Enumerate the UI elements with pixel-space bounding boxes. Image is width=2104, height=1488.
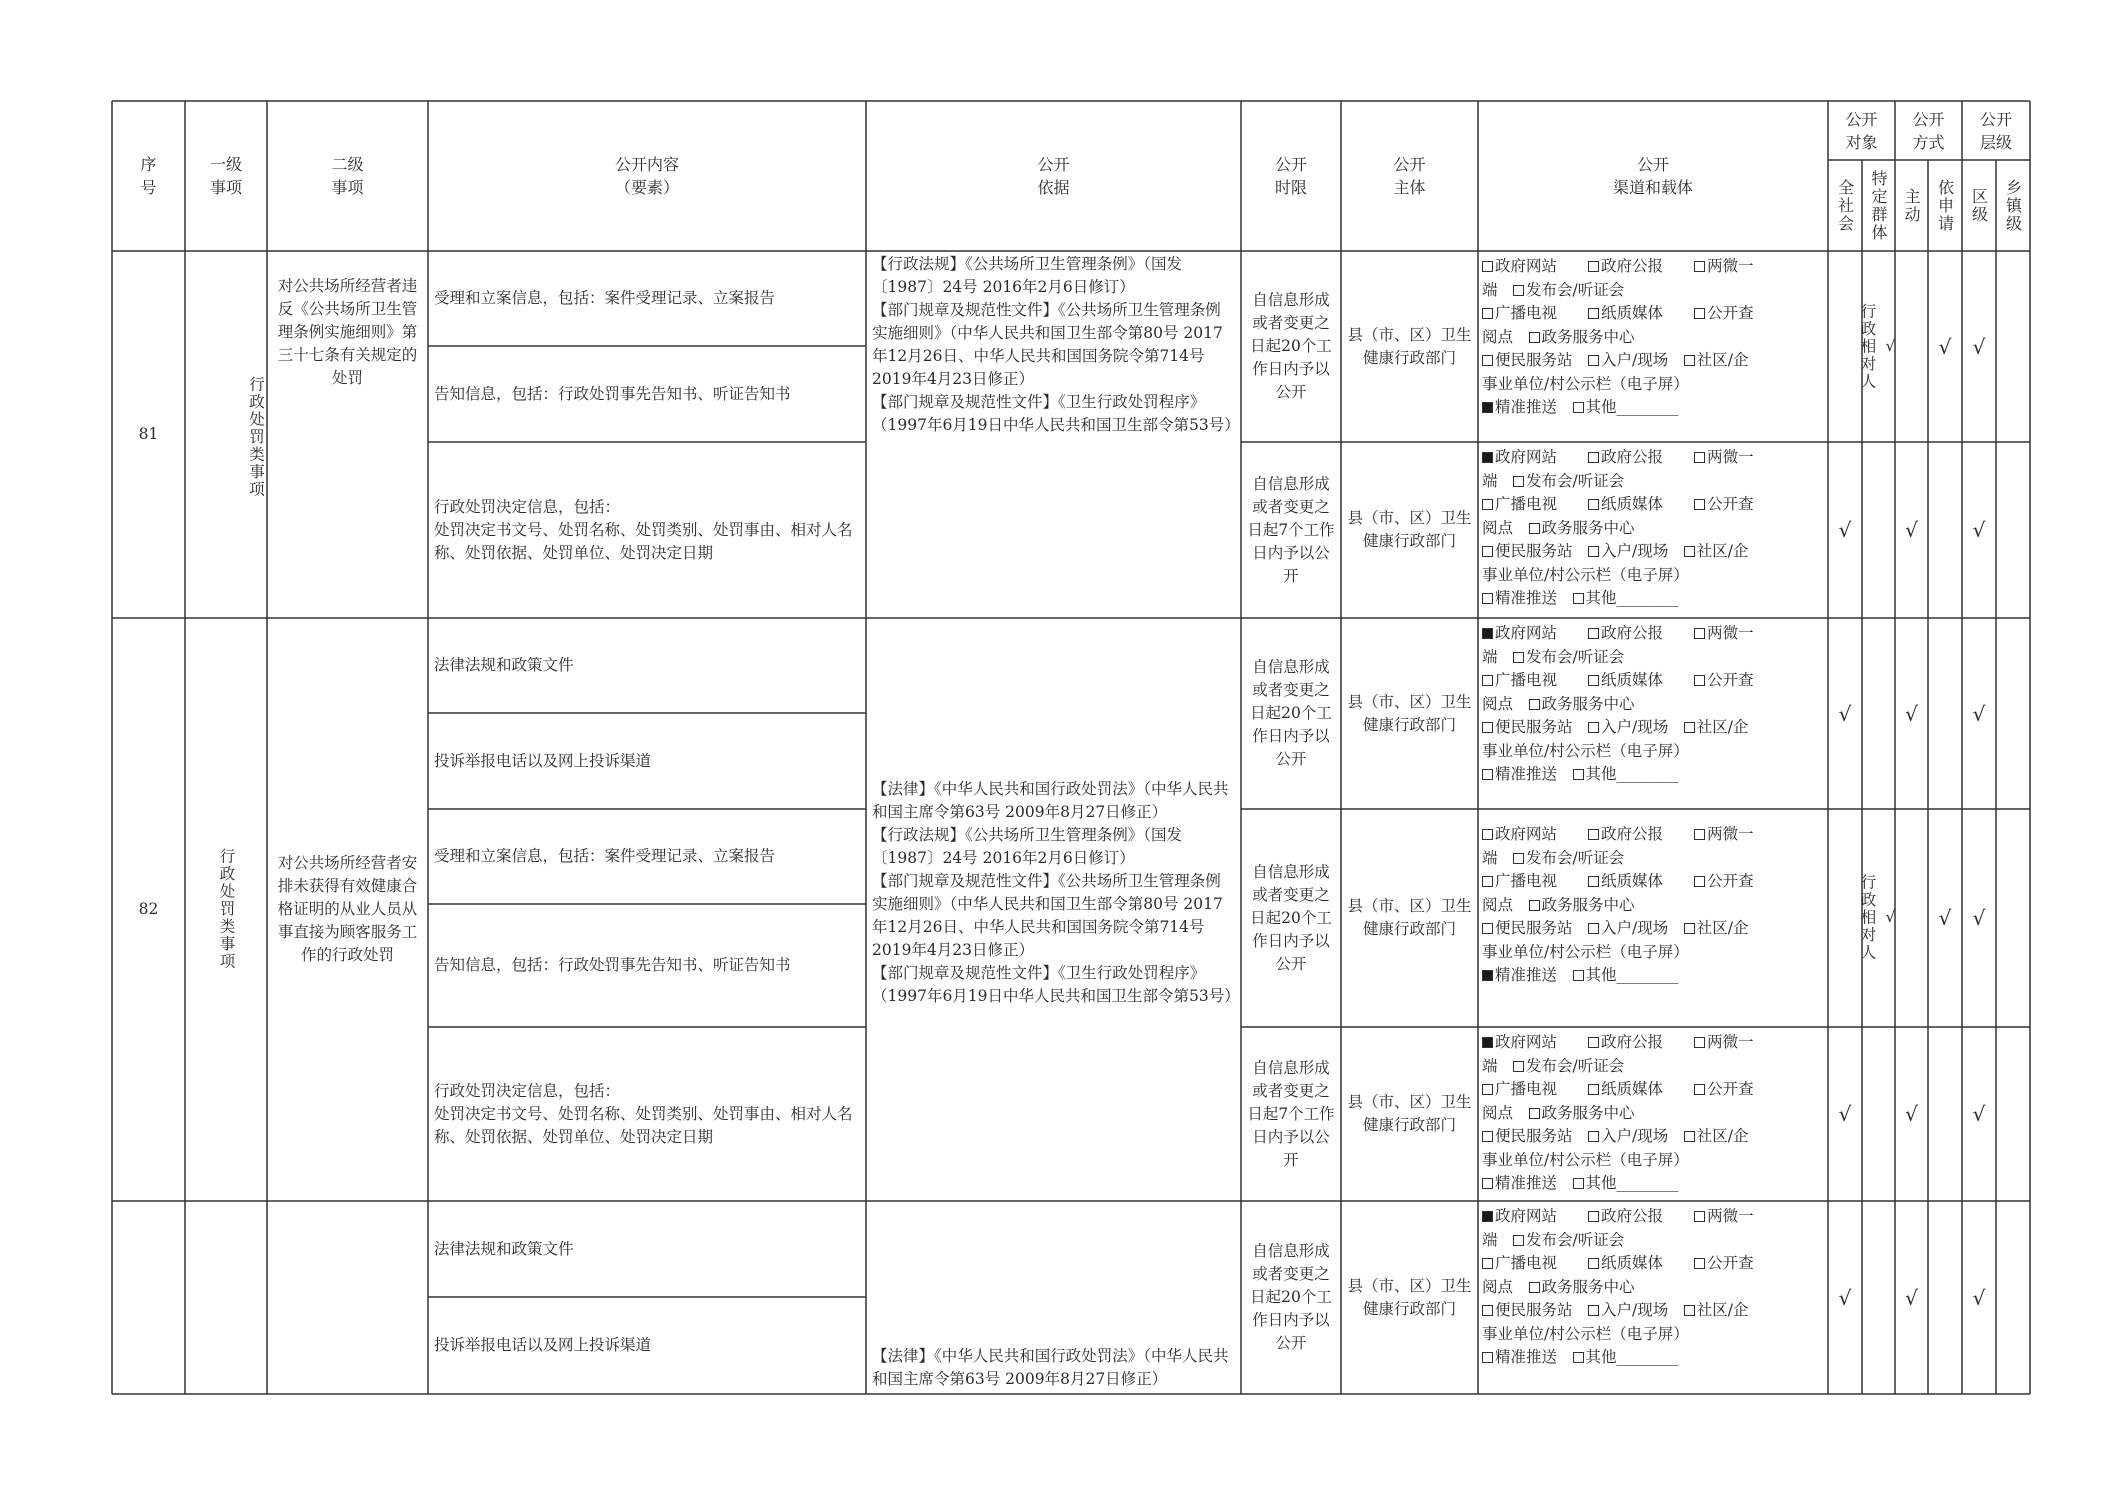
channel-option-label: 政务服务中心 — [1541, 1103, 1635, 1122]
header-time: 公开 时限 — [1274, 155, 1307, 197]
channel-option-label: 两微一 — [1707, 624, 1754, 642]
row82-level1: 行政处罚类事项 — [217, 848, 236, 971]
checked-box-icon — [1482, 628, 1493, 639]
channel-option-label: 精准推送 — [1495, 398, 1558, 416]
row83-subject: 县（市、区）卫生健康行政部门 — [1347, 1276, 1472, 1318]
row81-channel-a — [1478, 251, 1828, 442]
unchecked-box-icon — [1588, 1037, 1599, 1048]
unchecked-box-icon — [1529, 699, 1540, 710]
channel-option-label: 事业单位/村公示栏（电子屏） — [1482, 942, 1689, 961]
row81-subject-b: 县（市、区）卫生健康行政部门 — [1347, 509, 1472, 550]
channel-option-label: 政府网站 — [1495, 1207, 1558, 1225]
row83-time: 自信息形成或者变更之日起20个工作日内予以公开 — [1250, 1242, 1332, 1352]
row81-content-decision: 行政处罚决定信息，包括： 处罚决定书文号、处罚名称、处罚类别、处罚事由、相对人名称、处罚依据、处罚单位、处罚决定日期 — [434, 497, 853, 562]
unchecked-box-icon — [1573, 593, 1584, 604]
channel-option-label: 纸质媒体 — [1601, 872, 1664, 890]
row82-time-b: 自信息形成或者变更之日起20个工作日内予以公开 — [1250, 862, 1332, 973]
unchecked-box-icon — [1588, 829, 1599, 840]
unchecked-box-icon — [1588, 308, 1599, 319]
row81-specific-group-mark: √ 行政相对人 — [1858, 302, 1900, 391]
header-channel: 公开 渠道和载体 — [1612, 155, 1693, 197]
row82-on-request-check: √ — [1938, 906, 1952, 930]
unchecked-box-icon — [1588, 1305, 1599, 1316]
channel-option-label: 发布会/听证会 — [1526, 280, 1625, 299]
channel-option-label: 精准推送 — [1495, 589, 1558, 607]
channel-option-label: 精准推送 — [1495, 1174, 1558, 1192]
channel-option-label: 发布会/听证会 — [1526, 1056, 1625, 1075]
row82-content-laws: 法律法规和政策文件 — [434, 656, 574, 674]
row83-all-society-check: √ — [1838, 1285, 1852, 1310]
row82-time-c: 自信息形成或者变更之日起7个工作日内予以公开 — [1247, 1058, 1335, 1169]
unchecked-box-icon — [1482, 1305, 1493, 1316]
unchecked-box-icon — [1588, 923, 1599, 934]
row83-content-complaint: 投诉举报电话以及网上投诉渠道 — [434, 1336, 652, 1354]
row81-content-notice: 告知信息，包括：行政处罚事先告知书、听证告知书 — [434, 384, 791, 403]
channel-option-label: 政府网站 — [1495, 624, 1558, 642]
channel-option-label: 精准推送 — [1495, 966, 1558, 984]
unchecked-box-icon — [1513, 853, 1524, 864]
channel-option-label: 阅点 — [1482, 327, 1514, 346]
row82-channel-c — [1478, 1027, 1828, 1201]
row83-channel — [1478, 1201, 1828, 1394]
channel-option-label: 事业单位/村公示栏（电子屏） — [1482, 374, 1689, 393]
header-active: 主动 — [1902, 187, 1921, 224]
channel-option-label: 政务服务中心 — [1541, 327, 1635, 346]
checked-box-icon — [1482, 1037, 1493, 1048]
channel-option-label: 社区/企 — [1696, 718, 1749, 736]
channel-option-label: 公开查 — [1707, 1254, 1754, 1272]
channel-option-label: 政府公报 — [1601, 1033, 1664, 1051]
channel-option-label: 事业单位/村公示栏（电子屏） — [1482, 565, 1689, 584]
unchecked-box-icon — [1694, 1211, 1705, 1222]
row81-level1: 行政处罚类事项 — [247, 376, 265, 499]
unchecked-box-icon — [1513, 1235, 1524, 1246]
unchecked-box-icon — [1588, 1131, 1599, 1142]
row82-channel-b — [1478, 809, 1828, 1027]
channel-option-label: 阅点 — [1482, 1277, 1514, 1296]
channel-option-label: 广播电视 — [1495, 1254, 1558, 1272]
channel-option-label: 事业单位/村公示栏（电子屏） — [1482, 1150, 1689, 1169]
channel-option-label: 两微一 — [1707, 1207, 1754, 1225]
channel-option-label: 公开查 — [1707, 872, 1754, 890]
unchecked-box-icon — [1588, 261, 1599, 272]
channel-option-label: 发布会/听证会 — [1526, 647, 1625, 666]
unchecked-box-icon — [1482, 876, 1493, 887]
unchecked-box-icon — [1694, 628, 1705, 639]
row81-seq: 81 — [138, 425, 159, 443]
channel-option-label: 公开查 — [1707, 1080, 1754, 1098]
channel-option-label: 公开查 — [1707, 304, 1754, 322]
channel-option-label: 公开查 — [1707, 671, 1754, 689]
unchecked-box-icon — [1513, 285, 1524, 296]
channel-option-label: 广播电视 — [1495, 872, 1558, 890]
row82-district-check-b: √ — [1972, 906, 1986, 930]
row81-subject-a: 县（市、区）卫生健康行政部门 — [1347, 325, 1472, 367]
unchecked-box-icon — [1482, 1178, 1493, 1189]
row81-level2: 对公共场所经营者违反《公共场所卫生管理条例实施细则》第三十七条有关规定的处罚 — [277, 277, 418, 387]
channel-option-label: 端 — [1482, 471, 1498, 490]
header-township: 乡镇级 — [2003, 178, 2023, 233]
unchecked-box-icon — [1482, 499, 1493, 510]
unchecked-box-icon — [1482, 675, 1493, 686]
checked-box-icon — [1482, 1211, 1493, 1222]
channel-option-label: 入户/现场 — [1601, 1301, 1669, 1319]
unchecked-box-icon — [1588, 722, 1599, 733]
row81-active-check: √ — [1905, 518, 1918, 542]
channel-option-label: 政府公报 — [1601, 448, 1664, 466]
channel-option-label: 广播电视 — [1495, 1080, 1558, 1098]
channel-option-label: 纸质媒体 — [1601, 1080, 1664, 1098]
channel-option-label: 政务服务中心 — [1541, 518, 1635, 537]
channel-option-label: 社区/企 — [1696, 351, 1749, 369]
channel-option-label: 阅点 — [1482, 518, 1514, 537]
unchecked-box-icon — [1482, 355, 1493, 366]
unchecked-box-icon — [1573, 769, 1584, 780]
row82-time-a: 自信息形成或者变更之日起20个工作日内予以公开 — [1250, 658, 1332, 768]
header-on-request: 依申请 — [1935, 178, 1955, 233]
row83-active-check: √ — [1905, 1285, 1918, 1310]
row82-all-society-check-a: √ — [1838, 701, 1852, 726]
unchecked-box-icon — [1588, 675, 1599, 686]
row81-on-request-check: √ — [1938, 334, 1952, 359]
row82-content-complaint: 投诉举报电话以及网上投诉渠道 — [434, 751, 652, 770]
unchecked-box-icon — [1588, 546, 1599, 557]
channel-option-label: 便民服务站 — [1495, 1127, 1573, 1145]
unchecked-box-icon — [1694, 1084, 1705, 1095]
header-level2: 二级 事项 — [331, 155, 364, 197]
channel-option-label: 端 — [1482, 1230, 1498, 1249]
row82-channel-a — [1478, 618, 1828, 809]
channel-option-label: 便民服务站 — [1495, 919, 1573, 937]
unchecked-box-icon — [1573, 1352, 1584, 1363]
unchecked-box-icon — [1694, 499, 1705, 510]
channel-option-label: 阅点 — [1482, 1103, 1514, 1122]
unchecked-box-icon — [1573, 1178, 1584, 1189]
unchecked-box-icon — [1482, 261, 1493, 272]
channel-option-label: 两微一 — [1707, 257, 1754, 275]
channel-option-label: 两微一 — [1707, 1033, 1754, 1051]
channel-option-label: 端 — [1482, 280, 1498, 299]
channel-option-label: 端 — [1482, 848, 1498, 867]
row82-content-acceptance: 受理和立案信息，包括：案件受理记录、立案报告 — [434, 847, 776, 865]
channel-option-label: 便民服务站 — [1495, 351, 1573, 369]
header-all-society: 全社会 — [1835, 178, 1855, 233]
channel-option-label: 事业单位/村公示栏（电子屏） — [1482, 741, 1689, 760]
unchecked-box-icon — [1694, 876, 1705, 887]
channel-option-label: 入户/现场 — [1601, 351, 1669, 369]
unchecked-box-icon — [1684, 722, 1695, 733]
row81-basis: 【行政法规】《公共场所卫生管理条例》（国发〔1987〕24号 2016年2月6日修订） 【部门规章及规范性文件】《公共场所卫生管理条例实施细则》（中华人民共和国卫生部令第80号 2017年12月26日、中华人民共和国国务院令第714号2019年4月23日修正） 【部门规章及规范性文件】《卫生行政处罚程序》（1997年6月19日中华人民共和国卫生部令第53号） — [872, 255, 1240, 434]
checked-box-icon — [1482, 402, 1493, 413]
row82-subject-a: 县（市、区）卫生健康行政部门 — [1347, 692, 1472, 734]
unchecked-box-icon — [1482, 1131, 1493, 1142]
unchecked-box-icon — [1588, 1084, 1599, 1095]
row81-time-b: 自信息形成或者变更之日起7个工作日内予以公开 — [1247, 474, 1335, 585]
channel-option-label: 便民服务站 — [1495, 1301, 1573, 1319]
channel-option-label: 纸质媒体 — [1601, 1254, 1664, 1272]
unchecked-box-icon — [1694, 1037, 1705, 1048]
channel-option-label: 发布会/听证会 — [1526, 848, 1625, 867]
row82-district-check-c: √ — [1972, 1102, 1986, 1126]
channel-option-label: 政务服务中心 — [1541, 895, 1635, 914]
channel-option-label: 政府网站 — [1495, 257, 1558, 275]
unchecked-box-icon — [1482, 923, 1493, 934]
channel-option-label: 政府公报 — [1601, 624, 1664, 642]
channel-option-label: 发布会/听证会 — [1526, 1230, 1625, 1249]
channel-option-label: 便民服务站 — [1495, 718, 1573, 736]
unchecked-box-icon — [1513, 476, 1524, 487]
checked-box-icon — [1482, 452, 1493, 463]
channel-option-label: 政府公报 — [1601, 257, 1664, 275]
channel-option-label: 发布会/听证会 — [1526, 471, 1625, 490]
header-level1: 一级 事项 — [209, 155, 242, 197]
unchecked-box-icon — [1588, 452, 1599, 463]
channel-option-label: 社区/企 — [1696, 919, 1749, 937]
row83-content-laws: 法律法规和政策文件 — [434, 1239, 574, 1258]
header-basis: 公开 依据 — [1037, 155, 1070, 197]
channel-option-label: 政府公报 — [1601, 825, 1664, 843]
header-subject: 公开 主体 — [1393, 155, 1426, 197]
row83-district-check: √ — [1972, 1285, 1986, 1310]
unchecked-box-icon — [1482, 1258, 1493, 1269]
row82-subject-c: 县（市、区）卫生健康行政部门 — [1347, 1093, 1472, 1134]
unchecked-box-icon — [1482, 769, 1493, 780]
unchecked-box-icon — [1482, 1084, 1493, 1095]
row82-active-check-a: √ — [1905, 701, 1918, 726]
channel-option-label: 政府公报 — [1601, 1207, 1664, 1225]
unchecked-box-icon — [1482, 308, 1493, 319]
channel-option-label: 两微一 — [1707, 448, 1754, 466]
channel-option-label: 纸质媒体 — [1601, 304, 1664, 322]
header-seq: 序 号 — [140, 155, 157, 197]
unchecked-box-icon — [1694, 261, 1705, 272]
unchecked-box-icon — [1529, 332, 1540, 343]
row81-all-society-check: √ — [1838, 518, 1852, 542]
channel-option-label: 纸质媒体 — [1601, 495, 1664, 513]
channel-option-label: 社区/企 — [1696, 542, 1749, 560]
channel-option-label: 其他________ — [1585, 589, 1679, 607]
unchecked-box-icon — [1482, 829, 1493, 840]
header-level: 公开 层级 — [1979, 109, 2012, 152]
row82-basis: 【法律】《中华人民共和国行政处罚法》（中华人民共和国主席令第63号 2009年8月27日修正） 【行政法规】《公共场所卫生管理条例》（国发〔1987〕24号 2016年2月6日修订） 【部门规章及规范性文件】《公共场所卫生管理条例实施细则》（中华人民共和国卫生部令第80号 2017年12月26日、中华人民共和国国务院令第714号2019年4月23日修正） 【部门规章及规范性文件】《卫生行政处罚程序》（1997年6月19日中华人民共和国卫生部令第53号） — [872, 780, 1240, 1005]
header-method: 公开 方式 — [1912, 109, 1945, 152]
row82-district-check-a: √ — [1972, 701, 1986, 726]
unchecked-box-icon — [1684, 546, 1695, 557]
row81-content-acceptance: 受理和立案信息，包括：案件受理记录、立案报告 — [434, 289, 776, 307]
channel-option-label: 社区/企 — [1696, 1301, 1749, 1319]
unchecked-box-icon — [1573, 970, 1584, 981]
channel-option-label: 公开查 — [1707, 495, 1754, 513]
unchecked-box-icon — [1588, 499, 1599, 510]
channel-option-label: 其他________ — [1585, 966, 1679, 984]
unchecked-box-icon — [1588, 876, 1599, 887]
unchecked-box-icon — [1529, 900, 1540, 911]
unchecked-box-icon — [1573, 402, 1584, 413]
channel-option-label: 政府网站 — [1495, 825, 1558, 843]
unchecked-box-icon — [1684, 1305, 1695, 1316]
unchecked-box-icon — [1588, 355, 1599, 366]
unchecked-box-icon — [1529, 1108, 1540, 1119]
row82-seq: 82 — [138, 900, 159, 918]
channel-option-label: 入户/现场 — [1601, 718, 1669, 736]
channel-option-label: 广播电视 — [1495, 304, 1558, 322]
header-specific-group: 特定群体 — [1869, 169, 1888, 242]
unchecked-box-icon — [1588, 628, 1599, 639]
channel-option-label: 政府网站 — [1495, 1033, 1558, 1051]
unchecked-box-icon — [1529, 523, 1540, 534]
channel-option-label: 其他________ — [1585, 1348, 1679, 1366]
unchecked-box-icon — [1694, 675, 1705, 686]
row82-content-decision: 行政处罚决定信息，包括： 处罚决定书文号、处罚名称、处罚类别、处罚事由、相对人名称、处罚依据、处罚单位、处罚决定日期 — [434, 1081, 853, 1146]
channel-option-label: 政府网站 — [1495, 448, 1558, 466]
channel-option-label: 社区/企 — [1696, 1127, 1749, 1145]
row82-active-check-c: √ — [1905, 1102, 1918, 1126]
channel-option-label: 政务服务中心 — [1541, 1277, 1635, 1296]
unchecked-box-icon — [1482, 546, 1493, 557]
channel-option-label: 事业单位/村公示栏（电子屏） — [1482, 1324, 1689, 1343]
header-target: 公开 对象 — [1845, 109, 1878, 152]
unchecked-box-icon — [1694, 452, 1705, 463]
unchecked-box-icon — [1529, 1282, 1540, 1293]
row81-district-check-a: √ — [1972, 334, 1986, 359]
row82-subject-b: 县（市、区）卫生健康行政部门 — [1347, 897, 1472, 938]
channel-option-label: 入户/现场 — [1601, 919, 1669, 937]
unchecked-box-icon — [1684, 923, 1695, 934]
unchecked-box-icon — [1482, 722, 1493, 733]
unchecked-box-icon — [1694, 308, 1705, 319]
row83-basis: 【法律】《中华人民共和国行政处罚法》（中华人民共和国主席令第63号 2009年8月27日修正） — [872, 1347, 1229, 1388]
checked-box-icon — [1482, 970, 1493, 981]
channel-option-label: 纸质媒体 — [1601, 671, 1664, 689]
unchecked-box-icon — [1588, 1258, 1599, 1269]
channel-option-label: 广播电视 — [1495, 495, 1558, 513]
channel-option-label: 其他________ — [1585, 398, 1679, 416]
unchecked-box-icon — [1482, 1352, 1493, 1363]
channel-option-label: 精准推送 — [1495, 765, 1558, 783]
channel-option-label: 端 — [1482, 647, 1498, 666]
unchecked-box-icon — [1513, 1061, 1524, 1072]
header-content: 公开内容 （要素） — [614, 155, 679, 197]
row81-district-check-b: √ — [1972, 518, 1986, 542]
channel-option-label: 端 — [1482, 1056, 1498, 1075]
channel-option-label: 阅点 — [1482, 694, 1514, 713]
unchecked-box-icon — [1588, 1211, 1599, 1222]
header-district: 区级 — [1969, 187, 1989, 224]
unchecked-box-icon — [1513, 652, 1524, 663]
unchecked-box-icon — [1684, 355, 1695, 366]
channel-option-label: 精准推送 — [1495, 1348, 1558, 1366]
row81-channel-b — [1478, 442, 1828, 618]
unchecked-box-icon — [1684, 1131, 1695, 1142]
channel-option-label: 入户/现场 — [1601, 1127, 1669, 1145]
channel-option-label: 入户/现场 — [1601, 542, 1669, 560]
channel-option-label: 政务服务中心 — [1541, 694, 1635, 713]
unchecked-box-icon — [1482, 593, 1493, 604]
unchecked-box-icon — [1694, 829, 1705, 840]
row82-level2: 对公共场所经营者安排未获得有效健康合格证明的从业人员从事直接为顾客服务工作的行政处罚 — [277, 854, 418, 964]
channel-option-label: 阅点 — [1482, 895, 1514, 914]
row82-all-society-check-c: √ — [1838, 1102, 1852, 1126]
channel-option-label: 两微一 — [1707, 825, 1754, 843]
channel-option-label: 广播电视 — [1495, 671, 1558, 689]
row82-content-notice: 告知信息，包括：行政处罚事先告知书、听证告知书 — [434, 956, 791, 974]
channel-option-label: 其他________ — [1585, 765, 1679, 783]
unchecked-box-icon — [1694, 1258, 1705, 1269]
channel-option-label: 便民服务站 — [1495, 542, 1573, 560]
row81-time-a: 自信息形成或者变更之日起20个工作日内予以公开 — [1250, 291, 1332, 401]
channel-option-label: 其他________ — [1585, 1174, 1679, 1192]
row82-specific-group-mark: √ 行政相对人 — [1858, 874, 1900, 962]
